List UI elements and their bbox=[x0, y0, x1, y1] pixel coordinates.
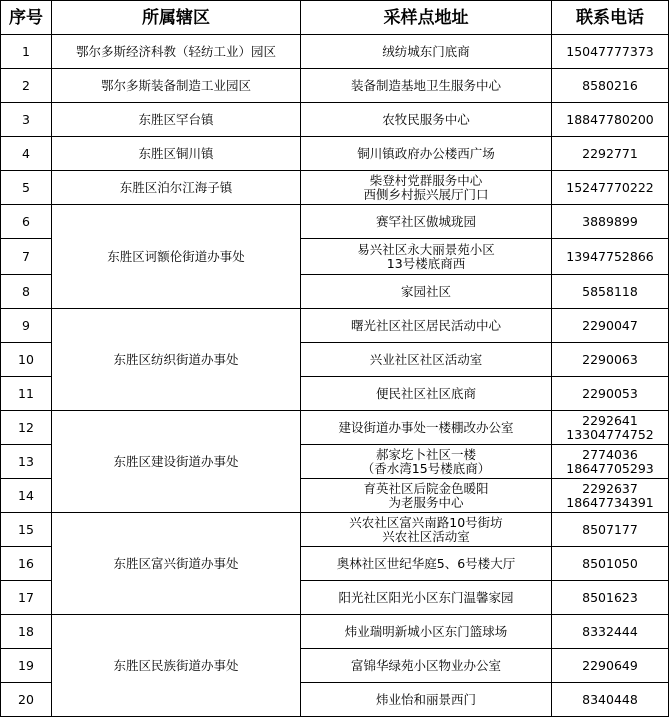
phone-cell bbox=[552, 411, 669, 445]
row-number: 16 bbox=[1, 547, 52, 581]
phone-number: 2292641 bbox=[582, 412, 638, 428]
phone-number: 3889899 bbox=[582, 213, 638, 229]
phone-cell bbox=[552, 547, 669, 581]
phone-number: 15047777373 bbox=[566, 43, 654, 59]
phone-cell bbox=[552, 171, 669, 205]
table-header-row bbox=[1, 1, 669, 35]
address-cell bbox=[301, 343, 552, 377]
address-cell bbox=[301, 615, 552, 649]
header-address: 采样点地址 bbox=[301, 1, 552, 35]
address-cell bbox=[301, 479, 552, 513]
phone-number: 8507177 bbox=[582, 521, 638, 537]
phone-cell bbox=[552, 445, 669, 479]
district-cell: 东胜区泊尔江海子镇 bbox=[52, 171, 301, 205]
table-row bbox=[1, 615, 669, 649]
phone-cell bbox=[552, 377, 669, 411]
district-cell: 东胜区铜川镇 bbox=[52, 137, 301, 171]
address-line: 阳光社区阳光小区东门温馨家园 bbox=[338, 589, 514, 605]
table-row bbox=[1, 309, 669, 343]
district-cell: 东胜区富兴街道办事处 bbox=[52, 513, 301, 615]
address-cell bbox=[301, 445, 552, 479]
table-row bbox=[1, 103, 669, 137]
address-line: 奥林社区世纪华庭5、6号楼大厅 bbox=[336, 555, 516, 571]
table-body bbox=[1, 35, 669, 717]
row-number: 17 bbox=[1, 581, 52, 615]
address-cell bbox=[301, 411, 552, 445]
address-line: 富锦华绿苑小区物业办公室 bbox=[350, 657, 501, 673]
address-cell bbox=[301, 581, 552, 615]
address-line: 装备制造基地卫生服务中心 bbox=[350, 77, 501, 93]
address-line: （香水湾15号楼底商） bbox=[361, 460, 491, 476]
address-line: 西侧乡村振兴展厅门口 bbox=[363, 186, 489, 202]
address-line: 为老服务中心 bbox=[388, 494, 464, 510]
phone-number: 2774036 bbox=[582, 446, 638, 462]
address-line: 易兴社区永大丽景苑小区 bbox=[357, 241, 495, 257]
row-number: 18 bbox=[1, 615, 52, 649]
address-line: 13号楼底商西 bbox=[386, 255, 466, 271]
phone-cell bbox=[552, 615, 669, 649]
phone-cell bbox=[552, 275, 669, 309]
address-line: 柴登村党群服务中心 bbox=[369, 172, 483, 188]
phone-cell bbox=[552, 103, 669, 137]
address-cell bbox=[301, 239, 552, 275]
address-cell bbox=[301, 309, 552, 343]
header-phone: 联系电话 bbox=[552, 1, 669, 35]
phone-number: 8340448 bbox=[582, 691, 638, 707]
address-line: 曙光社区社区居民活动中心 bbox=[350, 317, 501, 333]
row-number: 2 bbox=[1, 69, 52, 103]
row-number: 9 bbox=[1, 309, 52, 343]
phone-number: 13947752866 bbox=[566, 248, 654, 264]
address-line: 兴农社区活动室 bbox=[382, 528, 470, 544]
phone-cell bbox=[552, 581, 669, 615]
table-row bbox=[1, 69, 669, 103]
row-number: 13 bbox=[1, 445, 52, 479]
district-cell: 鄂尔多斯装备制造工业园区 bbox=[52, 69, 301, 103]
address-line: 便民社区社区底商 bbox=[375, 385, 476, 401]
phone-cell bbox=[552, 35, 669, 69]
phone-number: 13304774752 bbox=[566, 426, 654, 442]
district-cell: 东胜区诃额伦街道办事处 bbox=[52, 205, 301, 309]
address-cell bbox=[301, 683, 552, 717]
phone-cell bbox=[552, 649, 669, 683]
address-line: 赛罕社区傲城珑园 bbox=[375, 213, 476, 229]
address-cell bbox=[301, 171, 552, 205]
address-line: 农牧民服务中心 bbox=[382, 111, 470, 127]
header-district: 所属辖区 bbox=[52, 1, 301, 35]
phone-cell bbox=[552, 239, 669, 275]
phone-number: 2290047 bbox=[582, 317, 638, 333]
district-cell: 东胜区建设街道办事处 bbox=[52, 411, 301, 513]
row-number: 1 bbox=[1, 35, 52, 69]
row-number: 11 bbox=[1, 377, 52, 411]
address-line: 炜业瑞明新城小区东门篮球场 bbox=[344, 623, 508, 639]
table-row bbox=[1, 205, 669, 239]
district-cell: 东胜区纺织街道办事处 bbox=[52, 309, 301, 411]
address-cell bbox=[301, 69, 552, 103]
phone-number: 2292771 bbox=[582, 145, 638, 161]
phone-number: 18847780200 bbox=[566, 111, 654, 127]
phone-number: 15247770222 bbox=[566, 179, 654, 195]
phone-number: 2292637 bbox=[582, 480, 638, 496]
address-line: 兴农社区富兴南路10号街坊 bbox=[349, 514, 503, 530]
phone-cell bbox=[552, 683, 669, 717]
phone-cell bbox=[552, 205, 669, 239]
address-line: 炜业怡和丽景西门 bbox=[375, 691, 476, 707]
phone-cell bbox=[552, 137, 669, 171]
phone-cell bbox=[552, 479, 669, 513]
row-number: 12 bbox=[1, 411, 52, 445]
address-line: 郝家圪卜社区一楼 bbox=[375, 446, 476, 462]
address-cell bbox=[301, 547, 552, 581]
row-number: 10 bbox=[1, 343, 52, 377]
row-number: 5 bbox=[1, 171, 52, 205]
phone-number: 8501050 bbox=[582, 555, 638, 571]
address-cell bbox=[301, 275, 552, 309]
phone-number: 2290053 bbox=[582, 385, 638, 401]
address-line: 绒纺城东门底商 bbox=[382, 43, 470, 59]
phone-number: 2290649 bbox=[582, 657, 638, 673]
phone-number: 18647705293 bbox=[566, 460, 654, 476]
district-cell: 东胜区民族街道办事处 bbox=[52, 615, 301, 717]
row-number: 4 bbox=[1, 137, 52, 171]
row-number: 6 bbox=[1, 205, 52, 239]
row-number: 20 bbox=[1, 683, 52, 717]
address-line: 兴业社区社区活动室 bbox=[369, 351, 483, 367]
table-row bbox=[1, 513, 669, 547]
address-cell bbox=[301, 137, 552, 171]
phone-number: 8332444 bbox=[582, 623, 638, 639]
address-cell bbox=[301, 205, 552, 239]
address-line: 建设街道办事处一楼棚改办公室 bbox=[338, 419, 514, 435]
address-line: 铜川镇政府办公楼西广场 bbox=[357, 145, 495, 161]
phone-cell bbox=[552, 513, 669, 547]
address-cell bbox=[301, 103, 552, 137]
address-cell bbox=[301, 513, 552, 547]
phone-cell bbox=[552, 309, 669, 343]
address-cell bbox=[301, 35, 552, 69]
table-row bbox=[1, 411, 669, 445]
table-row bbox=[1, 137, 669, 171]
row-number: 7 bbox=[1, 239, 52, 275]
phone-number: 18647734391 bbox=[566, 494, 654, 510]
address-cell bbox=[301, 377, 552, 411]
row-number: 19 bbox=[1, 649, 52, 683]
address-line: 家园社区 bbox=[400, 283, 451, 299]
address-line: 育英社区后院金色暖阳 bbox=[363, 480, 489, 496]
table-row bbox=[1, 171, 669, 205]
district-cell: 鄂尔多斯经济科教（轻纺工业）园区 bbox=[52, 35, 301, 69]
phone-cell bbox=[552, 343, 669, 377]
row-number: 15 bbox=[1, 513, 52, 547]
phone-number: 2290063 bbox=[582, 351, 638, 367]
row-number: 3 bbox=[1, 103, 52, 137]
address-cell bbox=[301, 649, 552, 683]
table-row bbox=[1, 35, 669, 69]
phone-number: 8580216 bbox=[582, 77, 638, 93]
row-number: 14 bbox=[1, 479, 52, 513]
district-cell: 东胜区罕台镇 bbox=[52, 103, 301, 137]
phone-number: 5858118 bbox=[582, 283, 638, 299]
phone-number: 8501623 bbox=[582, 589, 638, 605]
header-num: 序号 bbox=[1, 1, 52, 35]
phone-cell bbox=[552, 69, 669, 103]
row-number: 8 bbox=[1, 275, 52, 309]
